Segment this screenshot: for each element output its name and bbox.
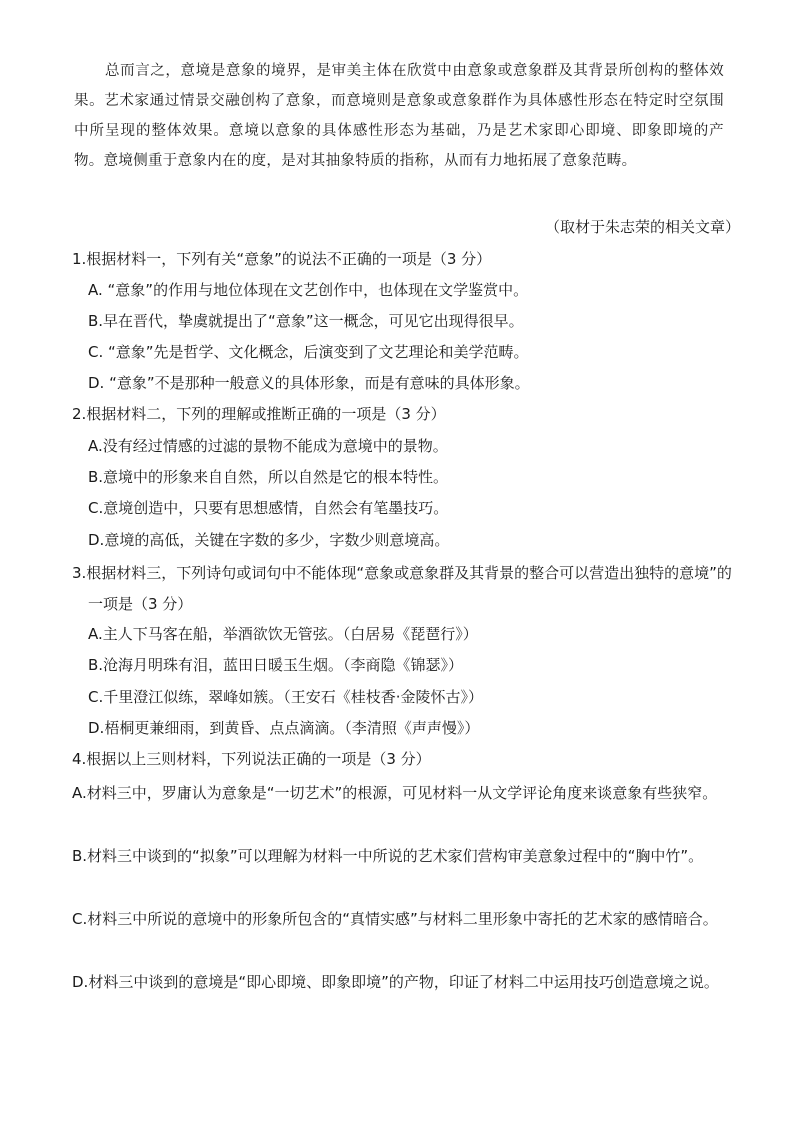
question-1-option-c: C. “意象”先是哲学、文化概念，后演变到了文艺理论和美学范畴。 [88, 343, 529, 361]
question-4-option-d: D.材料三中谈到的意境是“即心即境、即象即境”的产物，印证了材料二中运用技巧创造意境之说。 [72, 973, 719, 991]
question-1-stem: 1.根据材料一，下列有关“意象”的说法不正确的一项是（3 分） [72, 250, 492, 268]
question-1-option-b: B.早在晋代，挚虞就提出了“意象”这一概念，可见它出现得很早。 [88, 312, 524, 330]
question-3-option-a: A.主人下马客在船，举酒欲饮无管弦。（白居易《琵琶行》） [88, 625, 478, 643]
question-2-option-a: A.没有经过情感的过滤的景物不能成为意境中的景物。 [88, 437, 448, 455]
question-4-option-b: B.材料三中谈到的“拟象”可以理解为材料一中所说的艺术家们营构审美意象过程中的“胸中竹”。 [72, 847, 704, 865]
question-2-option-b: B.意境中的形象来自自然，所以自然是它的根本特性。 [88, 468, 449, 486]
question-3-option-d: D.梧桐更兼细雨，到黄昏、点点滴滴。（李清照《声声慢》） [88, 719, 480, 737]
question-1-option-d: D. “意象”不是那种一般意义的具体形象，而是有意味的具体形象。 [88, 374, 530, 392]
question-4-option-a: A.材料三中，罗庸认为意象是“一切艺术”的根源，可见材料一从文学评论角度来谈意象有些狭窄。 [72, 784, 718, 802]
question-1-option-a: A. “意象”的作用与地位体现在文艺创作中，也体现在文学鉴赏中。 [88, 281, 529, 299]
passage-paragraph: 总而言之，意境是意象的境界，是审美主体在欣赏中由意象或意象群及其背景所创构的整体效果。艺术家通过情景交融创构了意象，而意境则是意象或意象群作为具体感性形态在特定时空氛围中所呈现的整体效果。意境以意象的具体感性形态为基础，乃是艺术家即心即境、即象即境的产物。意境侧重于意象内在的度，是对其抽象特质的指称，从而有力地拓展了意象范畴。 [74, 63, 724, 169]
passage-source: （取材于朱志荣的相关文章） [544, 218, 740, 236]
question-3-option-c: C.千里澄江似练，翠峰如簇。（王安石《桂枝香·金陵怀古》） [88, 688, 484, 706]
question-4-stem: 4.根据以上三则材料，下列说法正确的一项是（3 分） [72, 750, 431, 768]
question-3-stem: 3.根据材料三，下列诗句或词句中不能体现“意象或意象群及其背景的整合可以营造出独特的意境”的一项是（3 分） [72, 564, 732, 613]
question-3-option-b: B.沧海月明珠有泪，蓝田日暖玉生烟。（李商隐《锦瑟》） [88, 656, 464, 674]
question-2-stem: 2.根据材料二，下列的理解或推断正确的一项是（3 分） [72, 405, 446, 423]
question-4-option-c: C.材料三中所说的意境中的形象所包含的“真情实感”与材料二里形象中寄托的艺术家的感情暗合。 [72, 910, 718, 928]
question-2-option-c: C.意境创造中，只要有思想感情，自然会有笔墨技巧。 [88, 499, 449, 517]
question-2-option-d: D.意境的高低，关键在字数的多少，字数少则意境高。 [88, 531, 450, 549]
